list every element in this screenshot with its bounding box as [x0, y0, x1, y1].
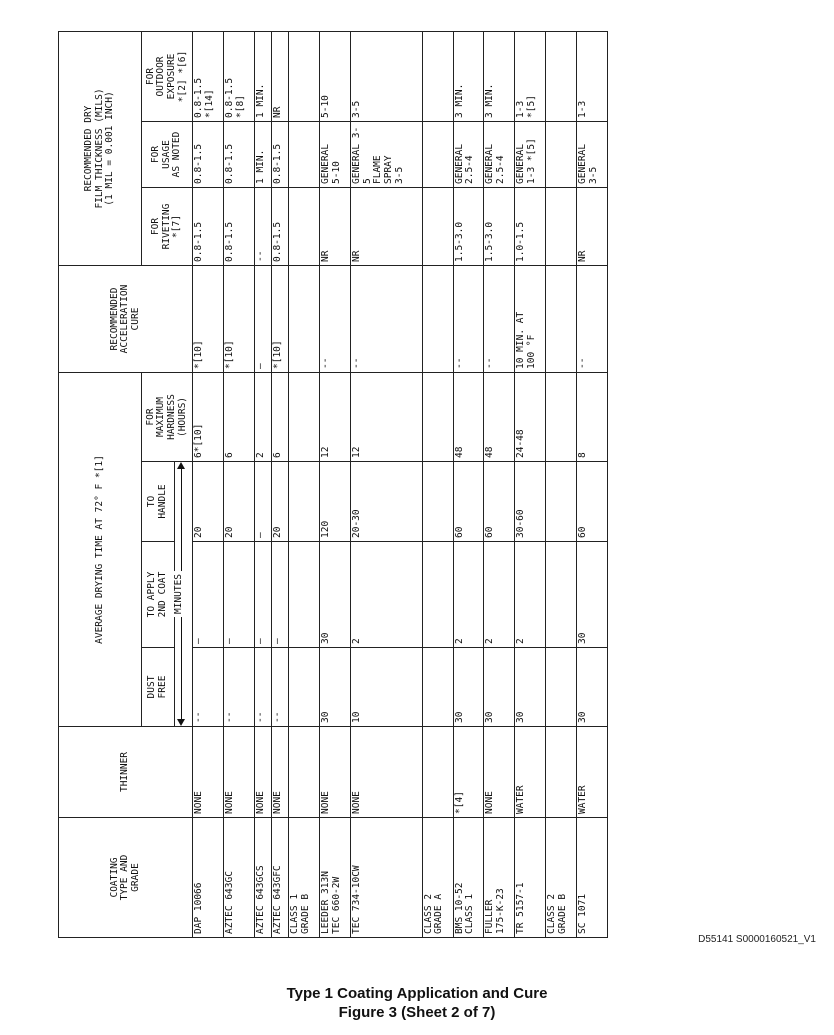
cell-outdoor: 3-5 — [351, 31, 422, 121]
table-row — [272, 31, 289, 937]
minutes-label: MINUTES — [174, 571, 185, 617]
header-thinner: THINNER — [59, 727, 193, 818]
minutes-arrow — [175, 462, 189, 726]
cell-handle: 30-60 — [515, 462, 546, 542]
cell-coating: LEEDER 313N TEC 660-2W — [320, 818, 351, 938]
cell-dust: 30 — [484, 648, 515, 727]
cell-apply: — — [193, 542, 224, 648]
cell-apply: 2 — [484, 542, 515, 648]
cell-rivet — [289, 188, 320, 266]
table-container — [58, 32, 608, 938]
cell-coating: CLASS 2 GRADE B — [546, 818, 577, 938]
cell-usage: GENERAL 2.5-4 — [484, 122, 515, 188]
table-row — [546, 31, 577, 937]
cell-rivet: 0.8-1.5 — [223, 188, 254, 266]
cell-handle — [546, 462, 577, 542]
cell-dust: 30 — [577, 648, 608, 727]
cell-apply: 2 — [515, 542, 546, 648]
cell-handle: — — [254, 462, 271, 542]
cell-coating: BMS 10-52 CLASS 1 — [453, 818, 484, 938]
cell-accel: -- — [320, 266, 351, 373]
cell-apply: — — [223, 542, 254, 648]
caption-subtitle: Figure 3 (Sheet 2 of 7) — [338, 1004, 496, 1021]
cell-outdoor: 0.8-1.5 *[14] — [193, 31, 224, 121]
cell-usage: 1 MIN. — [254, 122, 271, 188]
cell-rivet: NR — [351, 188, 422, 266]
cell-hard: 6 — [272, 373, 289, 462]
cell-hard: 24-48 — [515, 373, 546, 462]
cell-rivet: 1.0-1.5 — [515, 188, 546, 266]
cell-accel: -- — [484, 266, 515, 373]
cell-hard: 48 — [453, 373, 484, 462]
cell-coating: SC 1071 — [577, 818, 608, 938]
cell-coating: CLASS 2 GRADE A — [422, 818, 453, 938]
cell-usage: GENERAL 3-5 FLAME SPRAY 3-5 — [351, 122, 422, 188]
table-row — [422, 31, 453, 937]
minutes-span — [175, 462, 193, 727]
cell-usage — [289, 122, 320, 188]
cell-outdoor: 1-3 — [577, 31, 608, 121]
cell-handle — [422, 462, 453, 542]
cell-usage — [546, 122, 577, 188]
table-row — [453, 31, 484, 937]
cell-thinner: NONE — [193, 727, 224, 818]
cell-usage: 0.8-1.5 — [193, 122, 224, 188]
cell-apply: 2 — [453, 542, 484, 648]
cell-handle: 20 — [223, 462, 254, 542]
cell-dust: 30 — [453, 648, 484, 727]
header-accel-cure: RECOMMENDED ACCELERATION CURE — [59, 266, 193, 373]
table-row — [484, 31, 515, 937]
cell-accel: 10 MIN. AT 100 °F — [515, 266, 546, 373]
cell-coating: AZTEC 643GC — [223, 818, 254, 938]
cell-hard: 12 — [351, 373, 422, 462]
table-row — [223, 31, 254, 937]
arrow-right-icon — [177, 462, 185, 469]
cell-thinner: NONE — [223, 727, 254, 818]
table-row — [289, 31, 320, 937]
cell-rivet: 0.8-1.5 — [193, 188, 224, 266]
cell-rivet — [546, 188, 577, 266]
cell-apply: — — [254, 542, 271, 648]
cell-usage: 0.8-1.5 — [223, 122, 254, 188]
cell-thinner: *[4] — [453, 727, 484, 818]
header-riveting: FOR RIVETING *[7] — [142, 188, 193, 266]
table-row — [320, 31, 351, 937]
cell-thinner — [546, 727, 577, 818]
cell-rivet — [422, 188, 453, 266]
cell-outdoor — [422, 31, 453, 121]
cell-handle: 60 — [453, 462, 484, 542]
cell-hard: 48 — [484, 373, 515, 462]
cell-thinner — [422, 727, 453, 818]
cell-hard: 6*[10] — [193, 373, 224, 462]
header-outdoor: FOR OUTDOOR EXPOSURE *[2] *[6] — [142, 31, 193, 121]
cell-accel — [289, 266, 320, 373]
cell-apply: 30 — [320, 542, 351, 648]
cell-hard — [289, 373, 320, 462]
cell-handle: 60 — [577, 462, 608, 542]
cell-dust: 30 — [515, 648, 546, 727]
header-apply-2nd: TO APPLY 2ND COAT — [142, 542, 175, 648]
cell-rivet: NR — [577, 188, 608, 266]
header-to-handle: TO HANDLE — [142, 462, 175, 542]
cell-coating: DAP 10066 — [193, 818, 224, 938]
cell-coating: TR 5157-1 — [515, 818, 546, 938]
cell-dust: -- — [254, 648, 271, 727]
cell-outdoor — [289, 31, 320, 121]
cell-apply — [289, 542, 320, 648]
cell-usage: GENERAL 2.5-4 — [453, 122, 484, 188]
cell-thinner: NONE — [484, 727, 515, 818]
table-row — [193, 31, 224, 937]
cell-hard: 12 — [320, 373, 351, 462]
table-row — [515, 31, 546, 937]
cell-thinner: NONE — [351, 727, 422, 818]
cell-accel: *[10] — [223, 266, 254, 373]
cell-usage: 0.8-1.5 — [272, 122, 289, 188]
cell-outdoor: 3 MIN. — [453, 31, 484, 121]
cell-dust: -- — [272, 648, 289, 727]
cell-accel: *[10] — [272, 266, 289, 373]
table-body — [193, 31, 608, 937]
cell-coating: AZTEC 643GFC — [272, 818, 289, 938]
cell-dust — [546, 648, 577, 727]
figure-caption — [0, 984, 834, 1022]
cell-hard: 8 — [577, 373, 608, 462]
figure-identifier: D55141 S0000160521_V1 — [698, 934, 816, 945]
cell-outdoor: 0.8-1.5 *[8] — [223, 31, 254, 121]
cell-apply: 2 — [351, 542, 422, 648]
header-coating: COATING TYPE AND GRADE — [59, 818, 193, 938]
rotated-table — [58, 32, 608, 938]
cell-hard — [422, 373, 453, 462]
cell-usage: GENERAL 3-5 — [577, 122, 608, 188]
cell-rivet: 1.5-3.0 — [484, 188, 515, 266]
cell-dust: -- — [223, 648, 254, 727]
arrow-left-icon — [177, 719, 185, 726]
cell-outdoor — [546, 31, 577, 121]
cell-handle: 60 — [484, 462, 515, 542]
table-row — [351, 31, 422, 937]
cell-rivet: -- — [254, 188, 271, 266]
cell-coating: FULLER 175-K-23 — [484, 818, 515, 938]
cell-outdoor: 5-10 — [320, 31, 351, 121]
cell-handle: 20 — [272, 462, 289, 542]
cell-usage — [422, 122, 453, 188]
cell-handle: 120 — [320, 462, 351, 542]
cell-dust: 10 — [351, 648, 422, 727]
cell-thinner: WATER — [515, 727, 546, 818]
cell-thinner — [289, 727, 320, 818]
cell-rivet: 1.5-3.0 — [453, 188, 484, 266]
cell-accel: -- — [453, 266, 484, 373]
cell-coating: AZTEC 643GCS — [254, 818, 271, 938]
header-max-hardness: FOR MAXIMUM HARDNESS (HOURS) — [142, 373, 193, 462]
header-usage: FOR USAGE AS NOTED — [142, 122, 193, 188]
cell-accel: *[10] — [193, 266, 224, 373]
cell-coating: CLASS 1 GRADE B — [289, 818, 320, 938]
cell-accel — [422, 266, 453, 373]
cell-hard — [546, 373, 577, 462]
cell-hard: 2 — [254, 373, 271, 462]
cell-accel: -- — [577, 266, 608, 373]
cell-handle — [289, 462, 320, 542]
cell-thinner: NONE — [254, 727, 271, 818]
cell-dust — [289, 648, 320, 727]
cell-outdoor: 3 MIN. — [484, 31, 515, 121]
cell-dust — [422, 648, 453, 727]
cell-apply: — — [272, 542, 289, 648]
cell-accel: — — [254, 266, 271, 373]
coating-table — [58, 31, 608, 938]
caption-title: Type 1 Coating Application and Cure — [286, 985, 548, 1002]
cell-usage: GENERAL 1-3 *[5] — [515, 122, 546, 188]
cell-outdoor: 1 MIN. — [254, 31, 271, 121]
cell-dust: 30 — [320, 648, 351, 727]
cell-accel: -- — [351, 266, 422, 373]
cell-handle: 20 — [193, 462, 224, 542]
table-row — [254, 31, 271, 937]
cell-apply: 30 — [577, 542, 608, 648]
header-drying-group: AVERAGE DRYING TIME AT 72° F *[1] — [59, 373, 142, 727]
cell-coating: TEC 734-10CW — [351, 818, 422, 938]
cell-apply — [546, 542, 577, 648]
header-row-top — [59, 31, 142, 937]
header-dust-free: DUST FREE — [142, 648, 175, 727]
cell-thinner: NONE — [272, 727, 289, 818]
table-row — [577, 31, 608, 937]
cell-accel — [546, 266, 577, 373]
header-film-group: RECOMMENDED DRY FILM THICKNESS (MILS) (1 MIL = 0.001 INCH) — [59, 31, 142, 265]
cell-outdoor: NR — [272, 31, 289, 121]
cell-rivet: 0.8-1.5 — [272, 188, 289, 266]
cell-dust: -- — [193, 648, 224, 727]
cell-rivet: NR — [320, 188, 351, 266]
cell-outdoor: 1-3 *[5] — [515, 31, 546, 121]
cell-thinner: WATER — [577, 727, 608, 818]
cell-handle: 20-30 — [351, 462, 422, 542]
cell-apply — [422, 542, 453, 648]
cell-hard: 6 — [223, 373, 254, 462]
cell-thinner: NONE — [320, 727, 351, 818]
cell-usage: GENERAL 5-10 — [320, 122, 351, 188]
